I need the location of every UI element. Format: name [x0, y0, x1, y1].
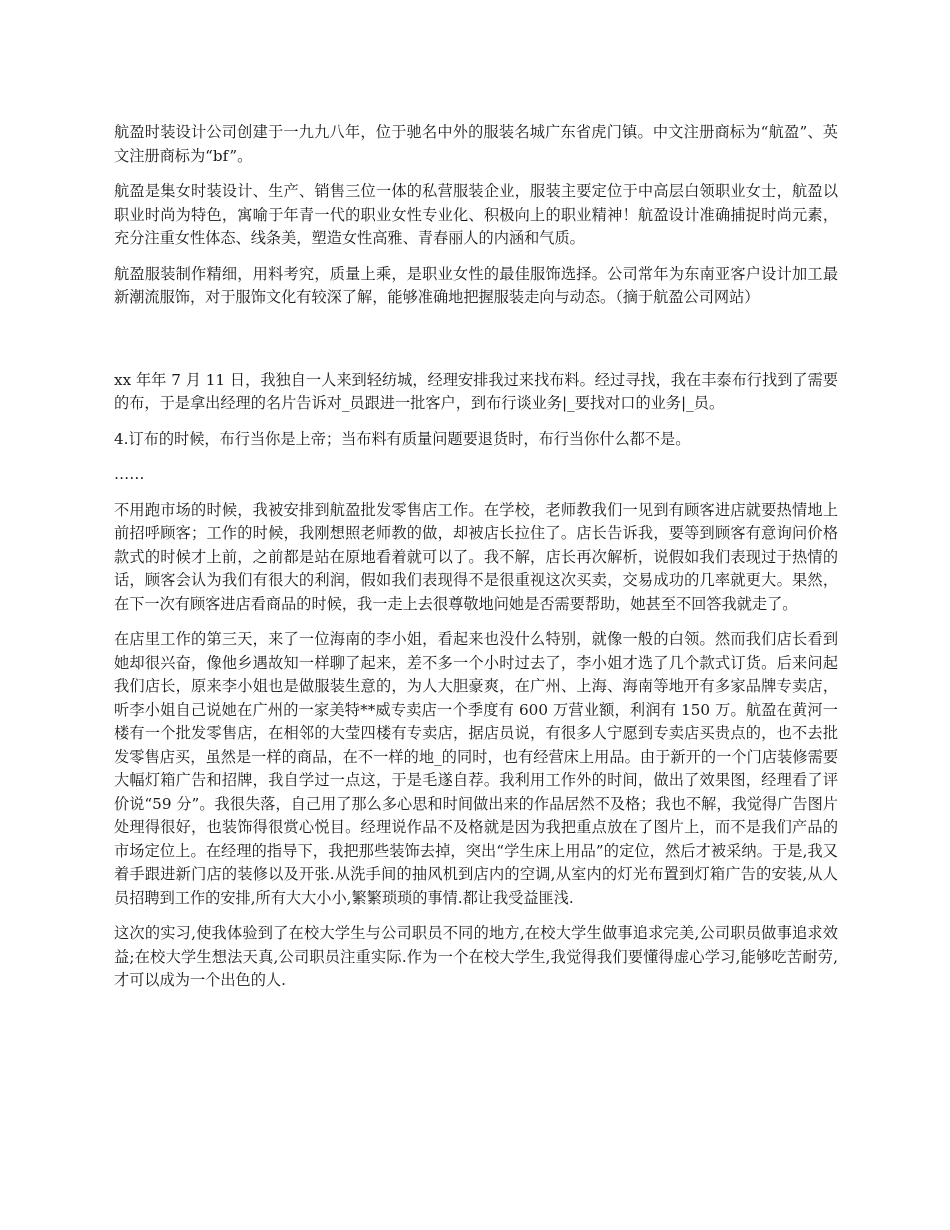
body-paragraph-fabric-search: xx 年年 7 月 11 日，我独自一人来到轻纺城，经理安排我过来找布料。经过寻找，我在丰泰布行找到了需要的布，于是拿出经理的名片告诉对_员跟进一批客户，到布行谈业务|_要找对口的业务|_员。: [114, 370, 838, 412]
body-paragraph-third-day: 在店里工作的第三天，来了一位海南的李小姐，看起来也没什么特别，就像一般的白领。然而我们店长看到她却很兴奋，像他乡遇故知一样聊了起来，差不多一个小时过去了，李小姐才选了几个款式订货。后来问起我们店长，原来李小姐也是做服装生意的，为人大胆豪爽，在广州、上海、海南等地开有多家品牌专卖店，听李小姐自己说她在广州的一家美特**威专卖店一个季度有 600 万营业额，利润有 150 万。航盈在黄河一楼有一个批发零售店，在相邻的大莹四楼有专卖店，据店员说，有很多人宁愿到专卖店买贵点的，也不去批发零售店买，虽然是一样的商品，在不一样的地_的同时，也有经营床上用品。由于新开的一个门店装修需要大幅灯箱广告和招牌，我自学过一点这，于是毛遂自荐。我利用工作外的时间，做出了效果图，经理看了评价说“59 分”。我很失落，自己用了那么多心思和时间做出来的作品居然不及格；我也不解，我觉得广告图片处理得很好，也装饰得很赏心悦目。经理说作品不及格就是因为我把重点放在了图片上，而不是我们产品的市场定位上。在经理的指导下，我把那些装饰去掉，突出“学生床上用品”的定位，然后才被采纳。于是,我又着手跟进新门店的装修以及开张.从洗手间的抽风机到店内的空调,从室内的灯光布置到灯箱广告的安装,从人员招聘到工作的安排,所有大大小小,繁繁琐琐的事情.都让我受益匪浅.: [114, 630, 838, 907]
body-paragraph-conclusion: 这次的实习,使我体验到了在校大学生与公司职员不同的地方,在校大学生做事追求完美,公司职员做事追求效益;在校大学生想法天真,公司职员注重实际.作为一个在校大学生,我觉得我们要懂得虚心学习,能够吃苦耐劳,才可以成为一个出色的人.: [114, 924, 838, 989]
section-spacer: [114, 322, 838, 369]
body-paragraph-fabric-lesson: 4.订布的时候，布行当你是上帝；当布料有质量问题要退货时，布行当你什么都不是。: [114, 429, 691, 448]
body-paragraph-store-work: 不用跑市场的时候，我被安排到航盈批发零售店工作。在学校，老师教我们一见到有顾客进店就要热情地上前招呼顾客；工作的时候，我刚想照老师教的做，却被店长拉住了。店长告诉我，要等到顾客有意询问价格款式的时候才上前，之前都是站在原地看着就可以了。我不解，店长再次解析，说假如我们表现过于热情的话，顾客会认为我们有很大的利润，假如我们表现得不是很重视这次买卖，交易成功的几率就更大。果然，在下一次有顾客进店看商品的时候，我一走上去很尊敬地问她是否需要帮助，她甚至不回答我就走了。: [114, 500, 838, 613]
document-page: [114, 121, 838, 1005]
intro-paragraph-company-positioning: 航盈是集女时装设计、生产、销售三位一体的私营服装企业，服装主要定位于中高层白领职业女士，航盈以职业时尚为特色，寓喻于年青一代的职业女性专业化、积极向上的职业精神！航盈设计准确捕捉时尚元素，充分注重女性体态、线条美，塑造女性高雅、青春丽人的内涵和气质。: [114, 182, 838, 247]
intro-paragraph-product-quality: 航盈服装制作精细，用料考究，质量上乘，是职业女性的最佳服饰选择。公司常年为东南亚客户设计加工最新潮流服饰，对于服饰文化有较深了解，能够准确地把握服装走向与动态。（摘于航盈公司网站）: [114, 264, 838, 306]
intro-paragraph-company-founding: 航盈时装设计公司创建于一九九八年，位于驰名中外的服装名城广东省虎门镇。中文注册商标为“航盈”、英文注册商标为“bf”。: [114, 123, 838, 165]
body-paragraph-ellipsis: ……: [114, 465, 145, 483]
